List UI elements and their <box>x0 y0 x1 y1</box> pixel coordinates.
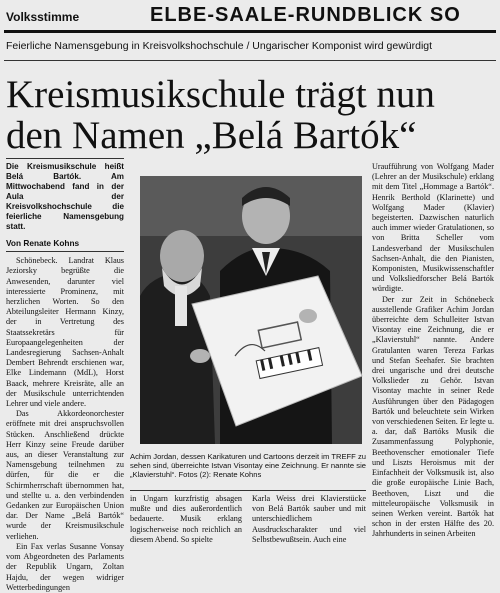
headline <box>6 74 496 156</box>
section-title: ELBE-SAALE-RUNDBLICK SO <box>150 4 461 26</box>
article-photo <box>140 176 362 444</box>
photo-illustration <box>140 176 362 444</box>
article-paragraph: Das Akkordeonorchester eröffnete mit drei anspruchsvollen Stücken. Anschließend drückte Herr Kinzy seine Freude darüber aus, an dieser Veranstaltung zur Namensgebung teilnehmen zu dürfen, für die er die Schirmherrschaft übernommen hat, und stellte u. a. den verbindenden Gedanken zur Europäischen Union dar. Der Name „Belá Bartók“ wurde der Kreismusikschule verliehen. <box>6 409 124 541</box>
column-right <box>372 162 494 546</box>
masthead-rule <box>4 30 496 33</box>
column-bottom-right <box>252 494 366 546</box>
caption-rule <box>130 490 366 491</box>
column-bottom-left <box>130 494 242 546</box>
article-paragraph: Schönebeck. Landrat Klaus Jeziorsky begrüßte die Anwesenden, darunter viel interessierte Prominenz, mit herzlichen Worten. So den Abteilungsleiter Hermann Kinzy, der in Vertretung des Staatssekretärs für Europaangelegenheiten der Landesregierung Sachsen-Anhalt Dembert Behrendt erschienen war, Elke Lindemann (MdL), Horst Baack, mehrere Kreisräte, alle an der Musikschule unterrichtenden Lehrer und viele andere. <box>6 256 124 409</box>
newspaper-name: Volksstimme <box>6 10 80 24</box>
headline-line-2: den Namen „Belá Bartók“ <box>6 114 417 157</box>
article-paragraph: in Ungarn kurzfristig absagen mußte und dies außerordentlich bedauerte. Musik erklang logischerweise noch reichlich an diesem Abend. So spielte <box>130 494 242 544</box>
photo-caption: Achim Jordan, dessen Karikaturen und Cartoons derzeit im TREFF zu sehen sind, überreichte Istvan Visontay eine Zeichnung. Er nannte sie „Klavierstuhl“. Fotos (2): Renate Kohns <box>130 452 366 480</box>
lede-rule <box>6 158 124 159</box>
headline-line-1: Kreismusikschule trägt nun <box>6 73 435 116</box>
article-lede: Die Kreismusikschule heißt Belá Bartók. Am Mittwochabend fand in der Aula der Kreisvolkshochschule die feierliche Namensgebung statt. <box>6 162 124 231</box>
byline: Von Renate Kohns <box>6 238 80 248</box>
article-paragraph: Ein Fax verlas Susanne Vonsay vom Abgeordneten des Parlaments der Republik Ungarn, Zoltan Hajdu, der wegen widriger Wetterbedingungen <box>6 541 124 592</box>
article-paragraph: Karla Weiss drei Klavierstücke von Belá Bartók sauber und mit unterschiedlichem Ausdruckscharakter und viel Selbstbewußtsein. Auch eine <box>252 494 366 544</box>
subheadline-rule <box>4 60 496 61</box>
article-paragraph: Uraufführung von Wolfgang Mader (Lehrer an der Musikschule) erklang mit dem Titel „Hommage a Bartók“. Henrik Berthold (Klarinette) und Wolfgang Mader (Klavier) begeisterten. Dazwischen naturlich auch immer wieder Gratulationen, so von Britta Scheller vom Landesverband der Musikschulen Sachsen-Anhalt, die den Pianisten, Komponisten, Musikwissenschaftler und Volksliedforscher Belá Bartók würdigte. <box>372 162 494 294</box>
column-left <box>6 162 124 592</box>
byline-rule <box>6 251 124 252</box>
subheadline: Feierliche Namensgebung in Kreisvolkshochschule / Ungarischer Komponist wird gewürdigt <box>6 40 433 52</box>
article-paragraph: Der zur Zeit in Schönebeck ausstellende Grafiker Achim Jordan überreichte dem Schulleiter Istvan Visontay eine Zeichnung, die er „Klavierstuhl“ nannte. Andere Gratulanten waren Tereza Farkas und Stefan Seehafer. Sie brachten drei ungarische und drei deutsche Volkslieder zu Gehör. Istvan Visontay machte in seiner Rede Ausführungen über den Pädagogen Bartók und beleuchtete sein Wirken von verschiedenen Seiten. Er legte u. a. dar, daß Bartóks Musik die Zusammenfassung Polyphonie, Beethovenscher emotionaler Tiefe und Liszts Heroismus mit der Einfachheit der Volksmusik ist, also die große europäische Linie Bach, Beethoven, Liszt und die mitteleuropäische Volksmusik in seinen Werken vereint. Bartók hat schon in der ersten Hälfte des 20. Jahrhunderts in seinen Arbeiten <box>372 294 494 539</box>
